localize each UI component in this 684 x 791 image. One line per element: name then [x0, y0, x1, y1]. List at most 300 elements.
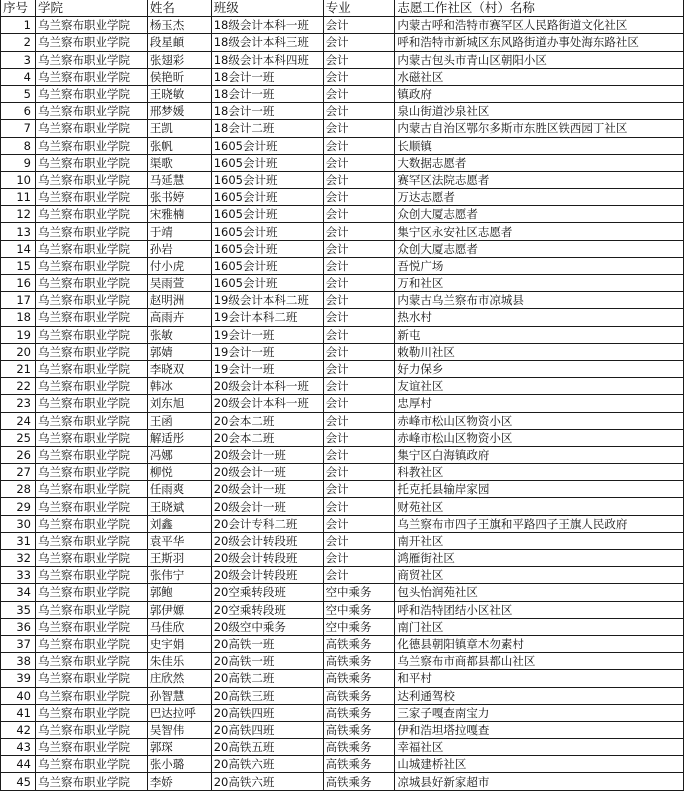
header-name[interactable]: 姓名	[147, 0, 211, 17]
cell-community[interactable]: 内蒙古乌兰察布市凉城县	[395, 292, 684, 309]
cell-name[interactable]: 韩冰	[147, 378, 211, 395]
header-college[interactable]: 学院	[35, 0, 147, 17]
cell-index[interactable]: 39	[1, 670, 36, 687]
cell-index[interactable]: 35	[1, 601, 36, 618]
cell-index[interactable]: 24	[1, 412, 36, 429]
cell-community[interactable]: 热水村	[395, 309, 684, 326]
cell-major[interactable]: 高铁乘务	[323, 739, 395, 756]
table-row	[1, 378, 684, 395]
cell-community[interactable]: 赤峰市松山区物资小区	[395, 412, 684, 429]
table-row	[1, 704, 684, 721]
cell-community[interactable]: 忠厚村	[395, 395, 684, 412]
cell-class[interactable]: 20高铁四班	[211, 721, 323, 738]
cell-community[interactable]: 万和社区	[395, 275, 684, 292]
cell-class[interactable]: 1605会计班	[211, 154, 323, 171]
cell-index[interactable]: 19	[1, 326, 36, 343]
cell-name[interactable]: 郭婧	[147, 343, 211, 360]
cell-community[interactable]: 内蒙古包头市青山区朝阳小区	[395, 51, 684, 68]
cell-class[interactable]: 20级会计转段班	[211, 532, 323, 549]
cell-index[interactable]: 5	[1, 85, 36, 102]
cell-major[interactable]: 会计	[323, 395, 395, 412]
cell-college[interactable]: 乌兰察布职业学院	[35, 653, 147, 670]
cell-name[interactable]: 张小璐	[147, 756, 211, 773]
cell-name[interactable]: 赵明洲	[147, 292, 211, 309]
cell-community[interactable]: 水磁社区	[395, 68, 684, 85]
cell-college[interactable]: 乌兰察布职业学院	[35, 85, 147, 102]
cell-college[interactable]: 乌兰察布职业学院	[35, 68, 147, 85]
cell-community[interactable]: 南开社区	[395, 532, 684, 549]
cell-major[interactable]: 会计	[323, 137, 395, 154]
cell-college[interactable]: 乌兰察布职业学院	[35, 206, 147, 223]
cell-community[interactable]: 吾悦广场	[395, 257, 684, 274]
table-row	[1, 137, 684, 154]
cell-major[interactable]: 会计	[323, 275, 395, 292]
cell-class[interactable]: 1605会计班	[211, 137, 323, 154]
table-row	[1, 189, 684, 206]
cell-name[interactable]: 马佳欣	[147, 618, 211, 635]
cell-major[interactable]: 会计	[323, 343, 395, 360]
cell-college[interactable]: 乌兰察布职业学院	[35, 240, 147, 257]
cell-college[interactable]: 乌兰察布职业学院	[35, 395, 147, 412]
cell-index[interactable]: 34	[1, 584, 36, 601]
cell-major[interactable]: 会计	[323, 550, 395, 567]
cell-class[interactable]: 1605会计班	[211, 240, 323, 257]
cell-class[interactable]: 1605会计班	[211, 223, 323, 240]
cell-index[interactable]: 32	[1, 550, 36, 567]
cell-community[interactable]: 万达志愿者	[395, 189, 684, 206]
header-major[interactable]: 专业	[323, 0, 395, 17]
cell-index[interactable]: 9	[1, 154, 36, 171]
cell-college[interactable]: 乌兰察布职业学院	[35, 103, 147, 120]
cell-name[interactable]: 王函	[147, 412, 211, 429]
cell-name[interactable]: 段星頔	[147, 34, 211, 51]
cell-index[interactable]: 4	[1, 68, 36, 85]
cell-class[interactable]: 20高铁二班	[211, 670, 323, 687]
cell-college[interactable]: 乌兰察布职业学院	[35, 550, 147, 567]
cell-class[interactable]: 20级会计转段班	[211, 567, 323, 584]
cell-major[interactable]: 高铁乘务	[323, 687, 395, 704]
cell-major[interactable]: 会计	[323, 292, 395, 309]
cell-index[interactable]: 44	[1, 756, 36, 773]
cell-class[interactable]: 20空乘转段班	[211, 584, 323, 601]
table-row	[1, 412, 684, 429]
cell-major[interactable]: 会计	[323, 206, 395, 223]
cell-major[interactable]: 会计	[323, 85, 395, 102]
cell-college[interactable]: 乌兰察布职业学院	[35, 635, 147, 652]
cell-name[interactable]: 高雨卉	[147, 309, 211, 326]
cell-college[interactable]: 乌兰察布职业学院	[35, 670, 147, 687]
cell-index[interactable]: 10	[1, 171, 36, 188]
cell-community[interactable]: 大数据志愿者	[395, 154, 684, 171]
cell-major[interactable]: 会计	[323, 171, 395, 188]
cell-community[interactable]: 包头怡润苑社区	[395, 584, 684, 601]
cell-class[interactable]: 18会计一班	[211, 103, 323, 120]
cell-community[interactable]: 内蒙古呼和浩特市赛罕区人民路街道文化社区	[395, 17, 684, 34]
cell-community[interactable]: 呼和浩特市新城区东风路街道办事处海东路社区	[395, 34, 684, 51]
cell-name[interactable]: 王晓敏	[147, 85, 211, 102]
cell-college[interactable]: 乌兰察布职业学院	[35, 721, 147, 738]
cell-college[interactable]: 乌兰察布职业学院	[35, 739, 147, 756]
cell-community[interactable]: 泉山街道沙泉社区	[395, 103, 684, 120]
cell-index[interactable]: 26	[1, 446, 36, 463]
cell-index[interactable]: 23	[1, 395, 36, 412]
cell-major[interactable]: 会计	[323, 309, 395, 326]
cell-college[interactable]: 乌兰察布职业学院	[35, 446, 147, 463]
cell-class[interactable]: 20级会计一班	[211, 464, 323, 481]
cell-major[interactable]: 会计	[323, 189, 395, 206]
cell-major[interactable]: 会计	[323, 34, 395, 51]
cell-name[interactable]: 张伟宁	[147, 567, 211, 584]
cell-name[interactable]: 侯艳昕	[147, 68, 211, 85]
cell-name[interactable]: 王晓斌	[147, 498, 211, 515]
cell-college[interactable]: 乌兰察布职业学院	[35, 257, 147, 274]
cell-class[interactable]: 20级会计一班	[211, 498, 323, 515]
cell-class[interactable]: 19会计一班	[211, 360, 323, 377]
cell-class[interactable]: 20高铁一班	[211, 653, 323, 670]
cell-name[interactable]: 史宇娟	[147, 635, 211, 652]
cell-index[interactable]: 2	[1, 34, 36, 51]
header-community[interactable]: 志愿工作社区（村）名称	[395, 0, 684, 17]
cell-college[interactable]: 乌兰察布职业学院	[35, 154, 147, 171]
cell-college[interactable]: 乌兰察布职业学院	[35, 756, 147, 773]
cell-name[interactable]: 任雨爽	[147, 481, 211, 498]
cell-major[interactable]: 会计	[323, 464, 395, 481]
cell-index[interactable]: 16	[1, 275, 36, 292]
cell-community[interactable]: 呼和浩特团结小区社区	[395, 601, 684, 618]
cell-major[interactable]: 空中乘务	[323, 618, 395, 635]
cell-class[interactable]: 18会计一班	[211, 68, 323, 85]
table-row	[1, 206, 684, 223]
cell-name[interactable]: 张帆	[147, 137, 211, 154]
cell-name[interactable]: 杨玉杰	[147, 17, 211, 34]
cell-index[interactable]: 13	[1, 223, 36, 240]
cell-community[interactable]: 三家子嘎查南宝力	[395, 704, 684, 721]
cell-major[interactable]: 高铁乘务	[323, 721, 395, 738]
cell-college[interactable]: 乌兰察布职业学院	[35, 515, 147, 532]
cell-major[interactable]: 会计	[323, 257, 395, 274]
cell-class[interactable]: 20会计专科二班	[211, 515, 323, 532]
table-row	[1, 446, 684, 463]
cell-community[interactable]: 伊和浩坦塔拉嘎查	[395, 721, 684, 738]
cell-name[interactable]: 冯娜	[147, 446, 211, 463]
cell-class[interactable]: 20级会计本科一班	[211, 395, 323, 412]
cell-name[interactable]: 孙岩	[147, 240, 211, 257]
cell-index[interactable]: 25	[1, 429, 36, 446]
cell-community[interactable]: 科教社区	[395, 464, 684, 481]
cell-major[interactable]: 会计	[323, 498, 395, 515]
cell-index[interactable]: 37	[1, 635, 36, 652]
cell-college[interactable]: 乌兰察布职业学院	[35, 412, 147, 429]
cell-index[interactable]: 43	[1, 739, 36, 756]
cell-college[interactable]: 乌兰察布职业学院	[35, 137, 147, 154]
cell-college[interactable]: 乌兰察布职业学院	[35, 17, 147, 34]
cell-college[interactable]: 乌兰察布职业学院	[35, 481, 147, 498]
cell-name[interactable]: 张翅彩	[147, 51, 211, 68]
cell-college[interactable]: 乌兰察布职业学院	[35, 171, 147, 188]
cell-name[interactable]: 王斯羽	[147, 550, 211, 567]
cell-community[interactable]: 鸿雁街社区	[395, 550, 684, 567]
cell-name[interactable]: 付小虎	[147, 257, 211, 274]
cell-name[interactable]: 王凯	[147, 120, 211, 137]
cell-class[interactable]: 19会计本科二班	[211, 309, 323, 326]
cell-college[interactable]: 乌兰察布职业学院	[35, 687, 147, 704]
cell-college[interactable]: 乌兰察布职业学院	[35, 275, 147, 292]
cell-name[interactable]: 郭鲍	[147, 584, 211, 601]
cell-college[interactable]: 乌兰察布职业学院	[35, 584, 147, 601]
cell-class[interactable]: 20级会计转段班	[211, 550, 323, 567]
cell-class[interactable]: 19级会计本科二班	[211, 292, 323, 309]
cell-college[interactable]: 乌兰察布职业学院	[35, 773, 147, 790]
cell-class[interactable]: 1605会计班	[211, 206, 323, 223]
cell-college[interactable]: 乌兰察布职业学院	[35, 326, 147, 343]
cell-community[interactable]: 长顺镇	[395, 137, 684, 154]
cell-name[interactable]: 渠歌	[147, 154, 211, 171]
cell-name[interactable]: 吴雨萱	[147, 275, 211, 292]
cell-major[interactable]: 会计	[323, 515, 395, 532]
cell-major[interactable]: 会计	[323, 481, 395, 498]
cell-index[interactable]: 1	[1, 17, 36, 34]
cell-index[interactable]: 11	[1, 189, 36, 206]
cell-name[interactable]: 刘鑫	[147, 515, 211, 532]
cell-class[interactable]: 1605会计班	[211, 257, 323, 274]
cell-class[interactable]: 20会本二班	[211, 429, 323, 446]
cell-major[interactable]: 会计	[323, 17, 395, 34]
cell-college[interactable]: 乌兰察布职业学院	[35, 189, 147, 206]
cell-college[interactable]: 乌兰察布职业学院	[35, 223, 147, 240]
cell-name[interactable]: 庄欣然	[147, 670, 211, 687]
cell-community[interactable]: 山城建桥社区	[395, 756, 684, 773]
cell-college[interactable]: 乌兰察布职业学院	[35, 532, 147, 549]
table-row	[1, 51, 684, 68]
cell-index[interactable]: 27	[1, 464, 36, 481]
cell-class[interactable]: 1605会计班	[211, 189, 323, 206]
cell-index[interactable]: 42	[1, 721, 36, 738]
cell-index[interactable]: 29	[1, 498, 36, 515]
cell-class[interactable]: 18会计二班	[211, 120, 323, 137]
cell-index[interactable]: 3	[1, 51, 36, 68]
cell-college[interactable]: 乌兰察布职业学院	[35, 567, 147, 584]
cell-name[interactable]: 解适彤	[147, 429, 211, 446]
cell-major[interactable]: 空中乘务	[323, 601, 395, 618]
cell-name[interactable]: 朱佳乐	[147, 653, 211, 670]
cell-index[interactable]: 18	[1, 309, 36, 326]
cell-class[interactable]: 18级会计本科一班	[211, 17, 323, 34]
cell-index[interactable]: 36	[1, 618, 36, 635]
cell-index[interactable]: 31	[1, 532, 36, 549]
cell-index[interactable]: 7	[1, 120, 36, 137]
cell-community[interactable]: 乌兰察布市商都县都山社区	[395, 653, 684, 670]
cell-major[interactable]: 会计	[323, 223, 395, 240]
cell-college[interactable]: 乌兰察布职业学院	[35, 309, 147, 326]
cell-name[interactable]: 邢梦媛	[147, 103, 211, 120]
cell-community[interactable]: 镇政府	[395, 85, 684, 102]
cell-community[interactable]: 托克托县输岸家园	[395, 481, 684, 498]
cell-class[interactable]: 1605会计班	[211, 171, 323, 188]
table-row	[1, 567, 684, 584]
cell-class[interactable]: 18会计一班	[211, 85, 323, 102]
cell-college[interactable]: 乌兰察布职业学院	[35, 618, 147, 635]
cell-community[interactable]: 达利通驾校	[395, 687, 684, 704]
cell-major[interactable]: 会计	[323, 51, 395, 68]
cell-major[interactable]: 高铁乘务	[323, 670, 395, 687]
cell-community[interactable]: 好力保乡	[395, 360, 684, 377]
table-row	[1, 550, 684, 567]
cell-community[interactable]: 幸福社区	[395, 739, 684, 756]
cell-college[interactable]: 乌兰察布职业学院	[35, 120, 147, 137]
cell-college[interactable]: 乌兰察布职业学院	[35, 378, 147, 395]
table-row	[1, 584, 684, 601]
cell-community[interactable]: 新屯	[395, 326, 684, 343]
table-row	[1, 240, 684, 257]
cell-index[interactable]: 6	[1, 103, 36, 120]
header-class[interactable]: 班级	[211, 0, 323, 17]
cell-name[interactable]: 孙智慧	[147, 687, 211, 704]
cell-college[interactable]: 乌兰察布职业学院	[35, 360, 147, 377]
cell-college[interactable]: 乌兰察布职业学院	[35, 704, 147, 721]
cell-community[interactable]: 和平村	[395, 670, 684, 687]
cell-class[interactable]: 18级会计本科三班	[211, 34, 323, 51]
cell-index[interactable]: 17	[1, 292, 36, 309]
cell-name[interactable]: 宋雅楠	[147, 206, 211, 223]
table-row	[1, 223, 684, 240]
cell-index[interactable]: 45	[1, 773, 36, 790]
cell-major[interactable]: 空中乘务	[323, 584, 395, 601]
cell-index[interactable]: 12	[1, 206, 36, 223]
cell-name[interactable]: 张书婷	[147, 189, 211, 206]
cell-major[interactable]: 会计	[323, 532, 395, 549]
cell-major[interactable]: 会计	[323, 154, 395, 171]
cell-index[interactable]: 14	[1, 240, 36, 257]
cell-college[interactable]: 乌兰察布职业学院	[35, 601, 147, 618]
cell-index[interactable]: 41	[1, 704, 36, 721]
cell-name[interactable]: 柳悦	[147, 464, 211, 481]
cell-class[interactable]: 20空乘转段班	[211, 601, 323, 618]
cell-name[interactable]: 于靖	[147, 223, 211, 240]
table-row	[1, 635, 684, 652]
cell-index[interactable]: 38	[1, 653, 36, 670]
cell-community[interactable]: 赤峰市松山区物资小区	[395, 429, 684, 446]
cell-college[interactable]: 乌兰察布职业学院	[35, 292, 147, 309]
cell-college[interactable]: 乌兰察布职业学院	[35, 429, 147, 446]
cell-class[interactable]: 18级会计本科四班	[211, 51, 323, 68]
cell-major[interactable]: 会计	[323, 412, 395, 429]
cell-name[interactable]: 李晓双	[147, 360, 211, 377]
cell-community[interactable]: 凉城县好新家超市	[395, 773, 684, 790]
cell-index[interactable]: 28	[1, 481, 36, 498]
table-row	[1, 429, 684, 446]
cell-class[interactable]: 19会计一班	[211, 343, 323, 360]
cell-community[interactable]: 乌兰察布市四子王旗和平路四子王旗人民政府	[395, 515, 684, 532]
cell-major[interactable]: 高铁乘务	[323, 773, 395, 790]
cell-major[interactable]: 会计	[323, 240, 395, 257]
cell-college[interactable]: 乌兰察布职业学院	[35, 498, 147, 515]
cell-class[interactable]: 20高铁一班	[211, 635, 323, 652]
cell-community[interactable]: 化德县朝阳镇章木勿素村	[395, 635, 684, 652]
cell-college[interactable]: 乌兰察布职业学院	[35, 34, 147, 51]
cell-name[interactable]: 郭伊嫄	[147, 601, 211, 618]
cell-community[interactable]: 众创大厦志愿者	[395, 206, 684, 223]
cell-index[interactable]: 40	[1, 687, 36, 704]
cell-community[interactable]: 众创大厦志愿者	[395, 240, 684, 257]
table-row	[1, 275, 684, 292]
cell-name[interactable]: 巴达拉呼	[147, 704, 211, 721]
cell-major[interactable]: 会计	[323, 360, 395, 377]
cell-class[interactable]: 20高铁四班	[211, 704, 323, 721]
table-row	[1, 464, 684, 481]
cell-name[interactable]: 袁平华	[147, 532, 211, 549]
cell-major[interactable]: 会计	[323, 68, 395, 85]
cell-class[interactable]: 1605会计班	[211, 275, 323, 292]
table-row	[1, 360, 684, 377]
cell-class[interactable]: 20高铁六班	[211, 756, 323, 773]
cell-major[interactable]: 高铁乘务	[323, 704, 395, 721]
cell-community[interactable]: 敕勒川社区	[395, 343, 684, 360]
cell-major[interactable]: 会计	[323, 326, 395, 343]
header-index[interactable]: 序号	[1, 0, 36, 17]
table-row	[1, 120, 684, 137]
cell-college[interactable]: 乌兰察布职业学院	[35, 464, 147, 481]
cell-name[interactable]: 张敏	[147, 326, 211, 343]
table-row	[1, 68, 684, 85]
cell-class[interactable]: 20级会计一班	[211, 446, 323, 463]
cell-class[interactable]: 20会本二班	[211, 412, 323, 429]
cell-college[interactable]: 乌兰察布职业学院	[35, 343, 147, 360]
cell-major[interactable]: 会计	[323, 120, 395, 137]
cell-class[interactable]: 20级空中乘务	[211, 618, 323, 635]
cell-major[interactable]: 会计	[323, 378, 395, 395]
cell-class[interactable]: 20级会计一班	[211, 481, 323, 498]
cell-index[interactable]: 15	[1, 257, 36, 274]
cell-major[interactable]: 会计	[323, 429, 395, 446]
cell-community[interactable]: 集宁区永安社区志愿者	[395, 223, 684, 240]
cell-index[interactable]: 30	[1, 515, 36, 532]
cell-name[interactable]: 郭琛	[147, 739, 211, 756]
cell-community[interactable]: 集宁区白海镇政府	[395, 446, 684, 463]
cell-name[interactable]: 李娇	[147, 773, 211, 790]
cell-index[interactable]: 22	[1, 378, 36, 395]
table-row	[1, 481, 684, 498]
cell-name[interactable]: 刘东旭	[147, 395, 211, 412]
cell-major[interactable]: 高铁乘务	[323, 635, 395, 652]
cell-index[interactable]: 8	[1, 137, 36, 154]
cell-index[interactable]: 33	[1, 567, 36, 584]
cell-class[interactable]: 20级会计本科一班	[211, 378, 323, 395]
cell-community[interactable]: 赛罕区法院志愿者	[395, 171, 684, 188]
table-row	[1, 17, 684, 34]
cell-name[interactable]: 吴智伟	[147, 721, 211, 738]
cell-community[interactable]: 南门社区	[395, 618, 684, 635]
cell-class[interactable]: 19会计一班	[211, 326, 323, 343]
cell-index[interactable]: 21	[1, 360, 36, 377]
cell-major[interactable]: 会计	[323, 103, 395, 120]
cell-community[interactable]: 财苑社区	[395, 498, 684, 515]
cell-community[interactable]: 商贸社区	[395, 567, 684, 584]
cell-major[interactable]: 会计	[323, 446, 395, 463]
cell-class[interactable]: 20高铁三班	[211, 687, 323, 704]
table-row	[1, 532, 684, 549]
cell-index[interactable]: 20	[1, 343, 36, 360]
cell-major[interactable]: 高铁乘务	[323, 653, 395, 670]
cell-community[interactable]: 友谊社区	[395, 378, 684, 395]
table-row	[1, 309, 684, 326]
cell-class[interactable]: 20高铁六班	[211, 773, 323, 790]
cell-community[interactable]: 内蒙古自治区鄂尔多斯市东胜区铁西园丁社区	[395, 120, 684, 137]
cell-college[interactable]: 乌兰察布职业学院	[35, 51, 147, 68]
cell-name[interactable]: 马延慧	[147, 171, 211, 188]
cell-major[interactable]: 会计	[323, 567, 395, 584]
cell-major[interactable]: 高铁乘务	[323, 756, 395, 773]
cell-class[interactable]: 20高铁五班	[211, 739, 323, 756]
